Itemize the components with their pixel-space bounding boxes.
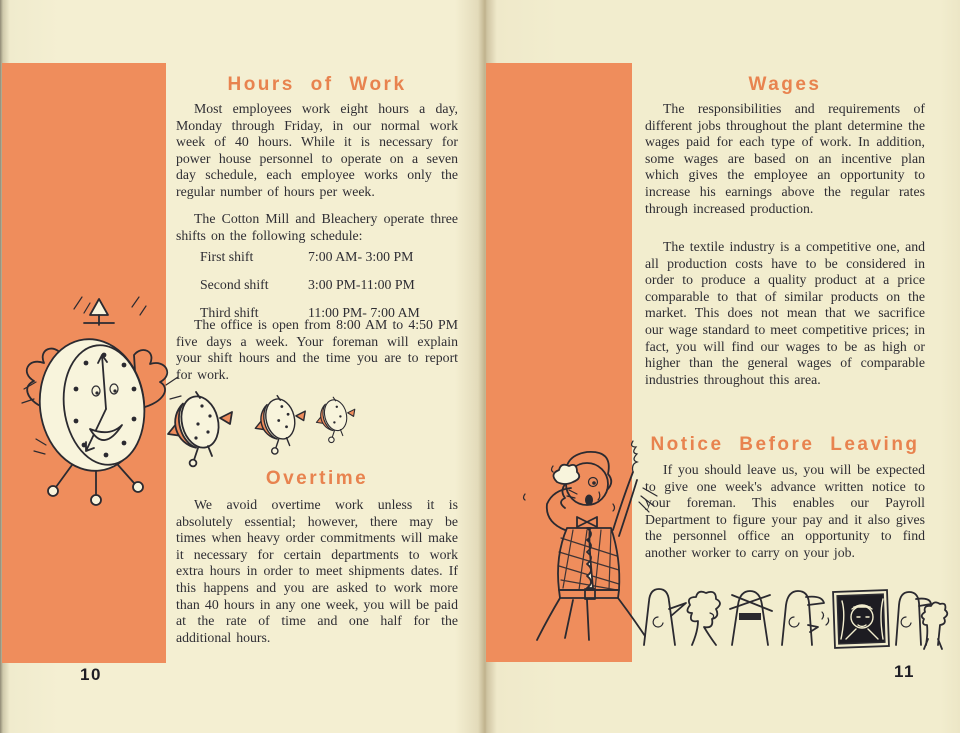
hours-of-work-heading: Hours of Work xyxy=(227,74,407,95)
wages-paragraph-2: The textile industry is a competitive one, and all production costs have to be considered in order to produce a quality product at a price comparable to that of similar products on the market. This does not mean that we sacrifice our wage standard to meet competitive prices; in fact, you will find our wages to be as high or higher than the general wages of comparable industries throughout this area. xyxy=(645,239,925,387)
worker-heads-illustration xyxy=(640,583,940,653)
winged-alarm-clock-illustration xyxy=(14,293,184,508)
shift-time: 3:00 PM-11:00 PM xyxy=(308,277,415,292)
overtime-paragraph: We avoid overtime work unless it is absolutely essential; however, there may be times when heavy order commitments will make it necessary for certain departments to work extra hours in order to meet shipments dates. If this happens and you are asked to work more than 40 hours in any one week, you will be paid at the rate of time and one half for the additional hours. xyxy=(176,497,458,645)
page-number-left: 10 xyxy=(80,665,102,684)
table-row xyxy=(200,277,430,293)
notice-before-leaving-paragraph: If you should leave us, you will be expected to give one week's advance written notice to your foreman. This enables our Payroll Department to figure your pay and it also gives the personnel office an opportunity to find another worker to carry on your job. xyxy=(645,462,925,560)
shift-label: First shift xyxy=(200,249,254,264)
overtime-heading: Overtime xyxy=(265,468,369,489)
three-flying-clocks-illustration xyxy=(168,388,368,468)
crying-woman-illustration xyxy=(495,438,655,643)
notice-before-leaving-heading: Notice Before Leaving xyxy=(650,434,920,455)
shift-time: 11:00 PM- 7:00 AM xyxy=(308,305,420,320)
shift-label: Third shift xyxy=(200,305,259,320)
page-number-right: 11 xyxy=(894,662,915,681)
wages-paragraph-1: The responsibilities and requirements of different jobs throughout the plant determine the wages paid for each type of work. In addition, some wages are based on an incentive plan which gives the employee an opportunity to increase his earnings above the regular rates through increased production. xyxy=(645,101,925,216)
table-row xyxy=(200,249,430,265)
hours-of-work-paragraph-2: The Cotton Mill and Bleachery operate three shifts on the following schedule: xyxy=(176,211,458,243)
wages-heading: Wages xyxy=(748,74,822,95)
shift-time: 7:00 AM- 3:00 PM xyxy=(308,249,414,264)
shift-label: Second shift xyxy=(200,277,269,292)
hours-of-work-paragraph-1: Most employees work eight hours a day, Monday through Friday, in our normal work week of 40 hours. While it is necessary for power house personnel to operate on a seven day schedule, each employee works only the regular number of hours per week. xyxy=(176,101,458,199)
hours-of-work-paragraph-3: The office is open from 8:00 AM to 4:50 PM five days a week. Your foreman will explain your shift hours and the time you are to report for work. xyxy=(176,317,458,382)
